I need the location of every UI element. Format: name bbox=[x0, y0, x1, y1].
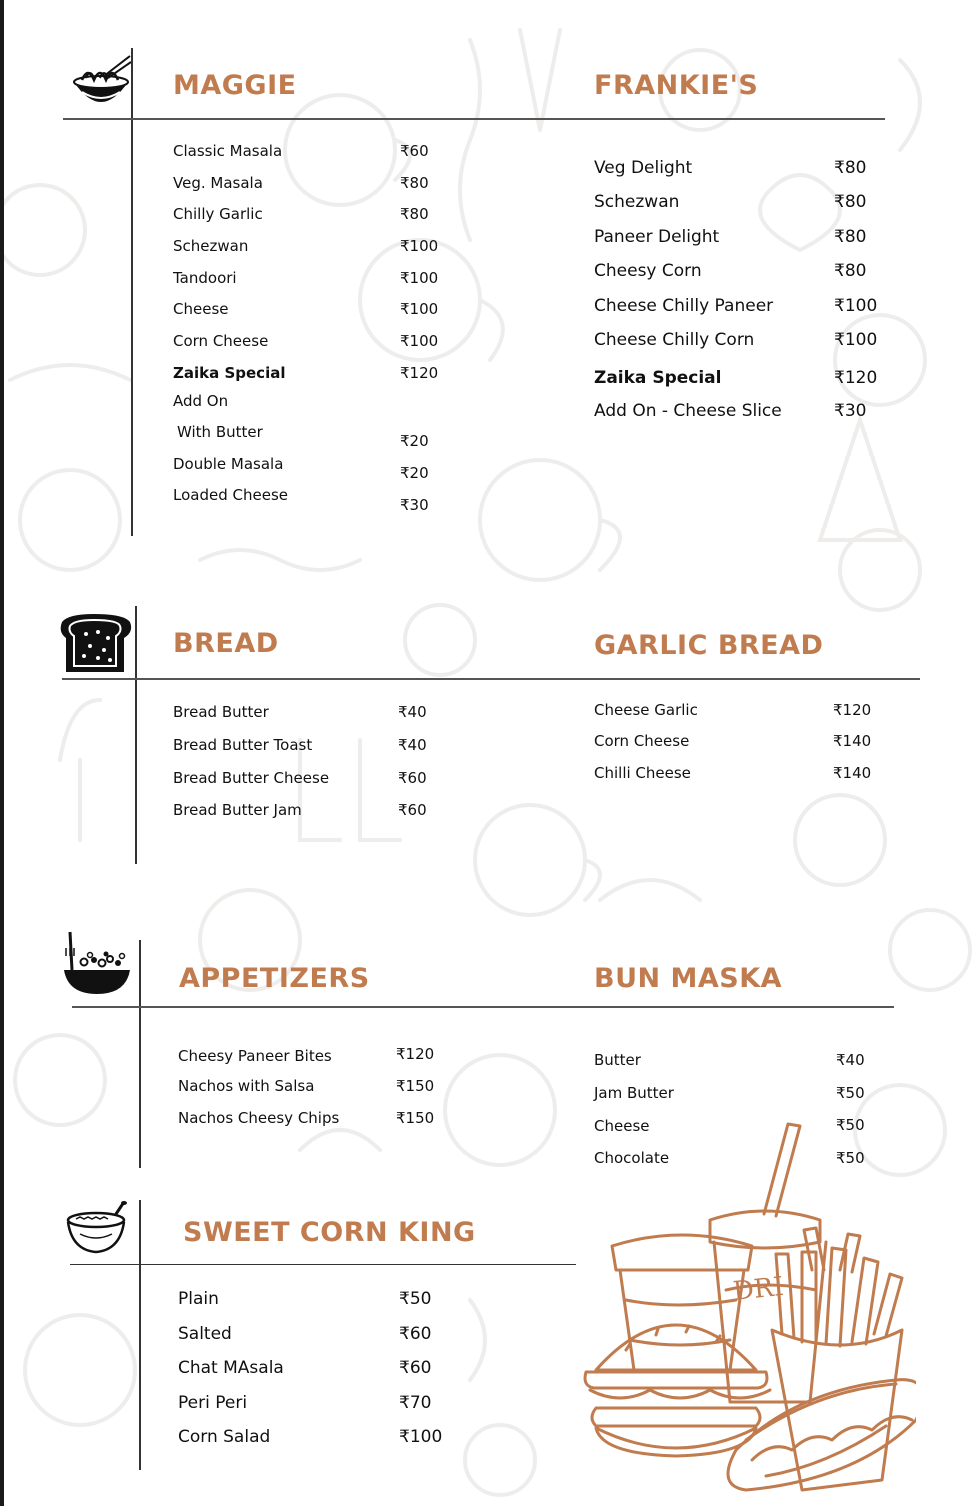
menu-item-price: ₹120 bbox=[400, 364, 439, 382]
menu-item-price: ₹70 bbox=[399, 1393, 432, 1413]
menu-item-price: ₹100 bbox=[400, 332, 439, 350]
menu-item-name: Schezwan bbox=[594, 192, 680, 212]
menu-item-price: ₹100 bbox=[400, 237, 439, 255]
appetizers-title: APPETIZERS bbox=[179, 963, 370, 994]
menu-item-price: ₹40 bbox=[398, 736, 427, 754]
menu-item-price: ₹60 bbox=[399, 1358, 432, 1378]
sweet-corn-divider bbox=[70, 1264, 576, 1265]
menu-item-name: Add On - Cheese Slice bbox=[594, 401, 782, 421]
menu-item-name: Nachos with Salsa bbox=[178, 1077, 315, 1095]
menu-item-name: Butter bbox=[594, 1051, 641, 1069]
addon-item-name: Loaded Cheese bbox=[173, 486, 288, 504]
menu-item-price: ₹80 bbox=[400, 205, 429, 223]
menu-item-name: Chocolate bbox=[594, 1149, 670, 1167]
menu-item-price: ₹140 bbox=[833, 764, 872, 782]
menu-item-name: Bread Butter bbox=[173, 703, 269, 721]
menu-item-price: ₹150 bbox=[396, 1077, 435, 1095]
menu-item-price: ₹100 bbox=[400, 300, 439, 318]
appetizers-divider-vertical bbox=[139, 940, 141, 1168]
menu-item-price: ₹80 bbox=[400, 174, 429, 192]
menu-item-name: Jam Butter bbox=[594, 1084, 674, 1102]
menu-item-name: Chat MAsala bbox=[178, 1358, 284, 1378]
menu-item-price: ₹50 bbox=[399, 1289, 432, 1309]
bread-toast-icon bbox=[58, 612, 132, 674]
bread-divider bbox=[62, 678, 920, 680]
sweet-corn-title: SWEET CORN KING bbox=[183, 1217, 476, 1248]
menu-item-name: Veg. Masala bbox=[173, 174, 263, 192]
addon-item-name: Double Masala bbox=[173, 455, 284, 473]
menu-item-price: ₹120 bbox=[833, 701, 872, 719]
menu-item-name: Zaika Special bbox=[173, 364, 286, 382]
menu-item-name: Cheese Chilly Corn bbox=[594, 330, 755, 350]
addon-item-price: ₹30 bbox=[400, 496, 429, 514]
menu-item-price: ₹150 bbox=[396, 1109, 435, 1127]
frankies-title: FRANKIE'S bbox=[594, 70, 759, 101]
menu-item-price: ₹120 bbox=[834, 368, 878, 388]
sweet-corn-divider-vertical bbox=[139, 1200, 141, 1470]
menu-item-price: ₹100 bbox=[834, 296, 878, 316]
menu-item-name: Peri Peri bbox=[178, 1393, 248, 1413]
garlic-bread-title: GARLIC BREAD bbox=[594, 630, 824, 661]
menu-item-name: Cheese bbox=[173, 300, 229, 318]
menu-item-price: ₹50 bbox=[836, 1084, 865, 1102]
menu-item-name: Corn Cheese bbox=[594, 732, 690, 750]
menu-item-name: Tandoori bbox=[173, 269, 237, 287]
maggie-title: MAGGIE bbox=[173, 70, 297, 101]
menu-item-name: Plain bbox=[178, 1289, 219, 1309]
menu-item-name: Cheese Chilly Paneer bbox=[594, 296, 774, 316]
menu-item-name: Nachos Cheesy Chips bbox=[178, 1109, 340, 1127]
maggie-divider-vertical bbox=[131, 48, 133, 536]
menu-item-name: Cheese bbox=[594, 1117, 650, 1135]
menu-item-price: ₹50 bbox=[836, 1116, 865, 1134]
addon-item-price: ₹20 bbox=[400, 464, 429, 482]
menu-item-name: Schezwan bbox=[173, 237, 249, 255]
menu-item-price: ₹120 bbox=[396, 1045, 435, 1063]
menu-item-price: ₹80 bbox=[834, 261, 867, 281]
menu-item-name: Bread Butter Cheese bbox=[173, 769, 330, 787]
menu-item-name: Cheese Garlic bbox=[594, 701, 698, 719]
menu-item-price: ₹60 bbox=[398, 801, 427, 819]
menu-item-price: ₹60 bbox=[399, 1324, 432, 1344]
corn-bowl-icon bbox=[66, 1200, 128, 1256]
addon-item-price: ₹20 bbox=[400, 432, 429, 450]
addon-item-name: With Butter bbox=[177, 423, 263, 441]
bread-title: BREAD bbox=[173, 628, 279, 659]
menu-item-price: ₹100 bbox=[834, 330, 878, 350]
bun-maska-title: BUN MASKA bbox=[594, 963, 783, 994]
illustration-cup-text: DRI bbox=[731, 1271, 786, 1307]
menu-item-price: ₹60 bbox=[400, 142, 429, 160]
maggie-divider bbox=[63, 118, 885, 120]
menu-item-name: Zaika Special bbox=[594, 368, 722, 388]
menu-item-price: ₹80 bbox=[834, 192, 867, 212]
menu-item-price: ₹140 bbox=[833, 732, 872, 750]
addon-label: Add On bbox=[173, 392, 229, 410]
bread-divider-vertical bbox=[135, 606, 137, 864]
menu-item-name: Bread Butter Jam bbox=[173, 801, 302, 819]
menu-item-name: Corn Salad bbox=[178, 1427, 271, 1447]
appetizers-divider bbox=[72, 1006, 894, 1008]
appetizer-bowl-icon bbox=[62, 930, 132, 996]
page-edge bbox=[0, 0, 4, 1506]
menu-item-name: Chilli Cheese bbox=[594, 764, 691, 782]
menu-item-price: ₹40 bbox=[836, 1051, 865, 1069]
menu-item-name: Veg Delight bbox=[594, 158, 693, 178]
menu-item-name: Salted bbox=[178, 1324, 232, 1344]
menu-item-price: ₹50 bbox=[836, 1149, 865, 1167]
menu-item-price: ₹60 bbox=[398, 769, 427, 787]
menu-item-name: Bread Butter Toast bbox=[173, 736, 313, 754]
menu-item-price: ₹30 bbox=[834, 401, 867, 421]
menu-item-name: Cheesy Corn bbox=[594, 261, 702, 281]
fast-food-illustration-icon bbox=[576, 1120, 916, 1500]
noodle-bowl-icon bbox=[70, 54, 132, 110]
menu-item-name: Chilly Garlic bbox=[173, 205, 263, 223]
menu-item-price: ₹100 bbox=[399, 1427, 443, 1447]
menu-item-price: ₹40 bbox=[398, 703, 427, 721]
menu-item-price: ₹100 bbox=[400, 269, 439, 287]
menu-item-name: Corn Cheese bbox=[173, 332, 269, 350]
menu-item-price: ₹80 bbox=[834, 227, 867, 247]
menu-item-price: ₹80 bbox=[834, 158, 867, 178]
menu-item-name: Cheesy Paneer Bites bbox=[178, 1047, 332, 1065]
menu-item-name: Paneer Delight bbox=[594, 227, 720, 247]
menu-item-name: Classic Masala bbox=[173, 142, 283, 160]
